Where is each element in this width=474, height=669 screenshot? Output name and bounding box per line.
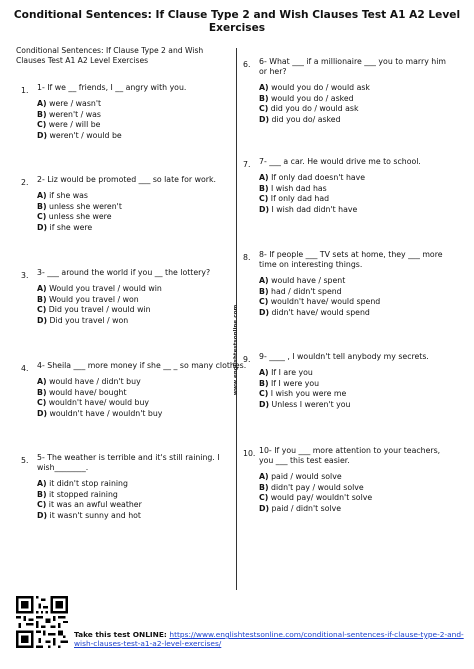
option-a[interactable]: A) paid / would solve [259, 472, 342, 481]
qr-code-icon[interactable] [16, 596, 68, 648]
option-c[interactable]: C) Did you travel / would win [37, 305, 151, 315]
option-d[interactable]: D) it wasn't sunny and hot [37, 510, 141, 520]
watermark [231, 304, 241, 396]
option-a[interactable]: A) were / wasn't [37, 99, 102, 108]
option-a[interactable]: A) it didn't stop raining [37, 479, 128, 488]
question-number: 2. [21, 178, 29, 187]
option-c[interactable]: C) I wish you were me [259, 389, 347, 399]
option-c[interactable]: C) did you do / would ask [259, 104, 359, 114]
option-b[interactable]: B) unless she weren't [37, 201, 122, 211]
question-number: 7. [243, 160, 251, 169]
option-d[interactable]: D) didn't have/ would spend [259, 307, 370, 317]
option-a[interactable]: A) If I are you [259, 368, 313, 377]
option-c[interactable]: C) wouldn't have/ would buy [37, 398, 150, 408]
option-a[interactable]: A) would you do / would ask [259, 83, 370, 92]
option-b[interactable]: B) would have/ bought [37, 387, 127, 397]
option-c[interactable]: C) If only dad had [259, 194, 330, 204]
question-number: 4. [21, 364, 29, 373]
question-stem: 9- ____ , I wouldn't tell anybody my secrets. [259, 352, 429, 361]
test-url-link[interactable]: https://www.englishtestsonline.com/conditional-sentences-if-clause-type-2-and-wish-clauses-test-a1-a2-level-exercises/ [74, 630, 464, 649]
question-6 [243, 57, 454, 125]
question-3 [21, 268, 249, 326]
option-a[interactable]: A) would have / didn't buy [37, 377, 141, 386]
option-c[interactable]: C) were / will be [37, 120, 101, 130]
option-d[interactable]: D) did you do/ asked [259, 114, 341, 124]
question-stem: 7- ___ a car. He would drive me to school. [259, 157, 421, 166]
question-stem: 1- If we __ friends, I __ angry with you. [37, 83, 187, 92]
question-number: 6. [243, 60, 251, 69]
option-b[interactable]: B) it stopped raining [37, 489, 118, 499]
question-number: 9. [243, 355, 251, 364]
option-d[interactable]: D) I wish dad didn't have [259, 204, 358, 214]
question-stem: 6- What ___ if a millionaire ___ you to marry him or her? [259, 57, 446, 76]
question-number: 1. [21, 86, 29, 95]
footer-lead: Take this test ONLINE: [74, 630, 170, 639]
option-b[interactable]: B) weren't / was [37, 109, 101, 119]
question-4 [21, 361, 249, 419]
option-c[interactable]: C) unless she were [37, 212, 112, 222]
option-c[interactable]: C) it was an awful weather [37, 500, 142, 510]
question-7 [243, 157, 454, 215]
question-stem: 2- Liz would be promoted ___ so late for work. [37, 175, 216, 184]
question-number: 5. [21, 456, 29, 465]
question-stem: 4- Sheila ___ more money if she __ _ so many clothes. [37, 361, 247, 370]
option-d[interactable]: D) wouldn't have / wouldn't buy [37, 408, 163, 418]
option-d[interactable]: D) weren't / would be [37, 130, 122, 140]
page-title: Conditional Sentences: If Clause Type 2 and Wish Clauses Test A1 A2 Level Exercises [13, 9, 461, 34]
option-b[interactable]: B) didn't pay / would solve [259, 482, 364, 492]
question-2 [21, 175, 249, 233]
option-a[interactable]: A) would have / spent [259, 276, 346, 285]
question-10 [243, 446, 454, 514]
question-8 [243, 250, 454, 318]
question-9 [243, 352, 454, 410]
option-c[interactable]: C) would pay/ wouldn't solve [259, 493, 373, 503]
watermark-text: www.englishtestsonline.com [233, 304, 239, 396]
option-b[interactable]: B) I wish dad has [259, 183, 327, 193]
option-d[interactable]: D) if she were [37, 222, 93, 232]
option-b[interactable]: B) Would you travel / won [37, 294, 139, 304]
question-stem: 3- ___ around the world if you __ the lottery? [37, 268, 211, 277]
option-b[interactable]: B) If I were you [259, 378, 320, 388]
option-c[interactable]: C) wouldn't have/ would spend [259, 297, 381, 307]
question-5 [21, 453, 227, 521]
option-b[interactable]: B) had / didn't spend [259, 286, 342, 296]
question-1 [21, 83, 249, 141]
question-stem: 5- The weather is terrible and it's still raining. I wish________. [37, 453, 220, 472]
page-subtitle: Conditional Sentences: If Clause Type 2 and Wish Clauses Test A1 A2 Level Exercises [16, 46, 204, 65]
option-a[interactable]: A) if she was [37, 191, 88, 200]
question-number: 10. [243, 449, 256, 458]
option-b[interactable]: B) would you do / asked [259, 93, 354, 103]
option-d[interactable]: D) paid / didn't solve [259, 503, 342, 513]
option-a[interactable]: A) If only dad doesn't have [259, 173, 366, 182]
question-number: 8. [243, 253, 251, 262]
option-a[interactable]: A) Would you travel / would win [37, 284, 162, 293]
question-number: 3. [21, 271, 29, 280]
question-stem: 10- If you ___ more attention to your teachers, you ___ this test easier. [259, 446, 441, 465]
footer-online-link [74, 630, 466, 649]
option-d[interactable]: D) Unless I weren't you [259, 399, 351, 409]
question-stem: 8- If people ___ TV sets at home, they ___ more time on interesting things. [259, 250, 443, 269]
option-d[interactable]: D) Did you travel / won [37, 315, 129, 325]
